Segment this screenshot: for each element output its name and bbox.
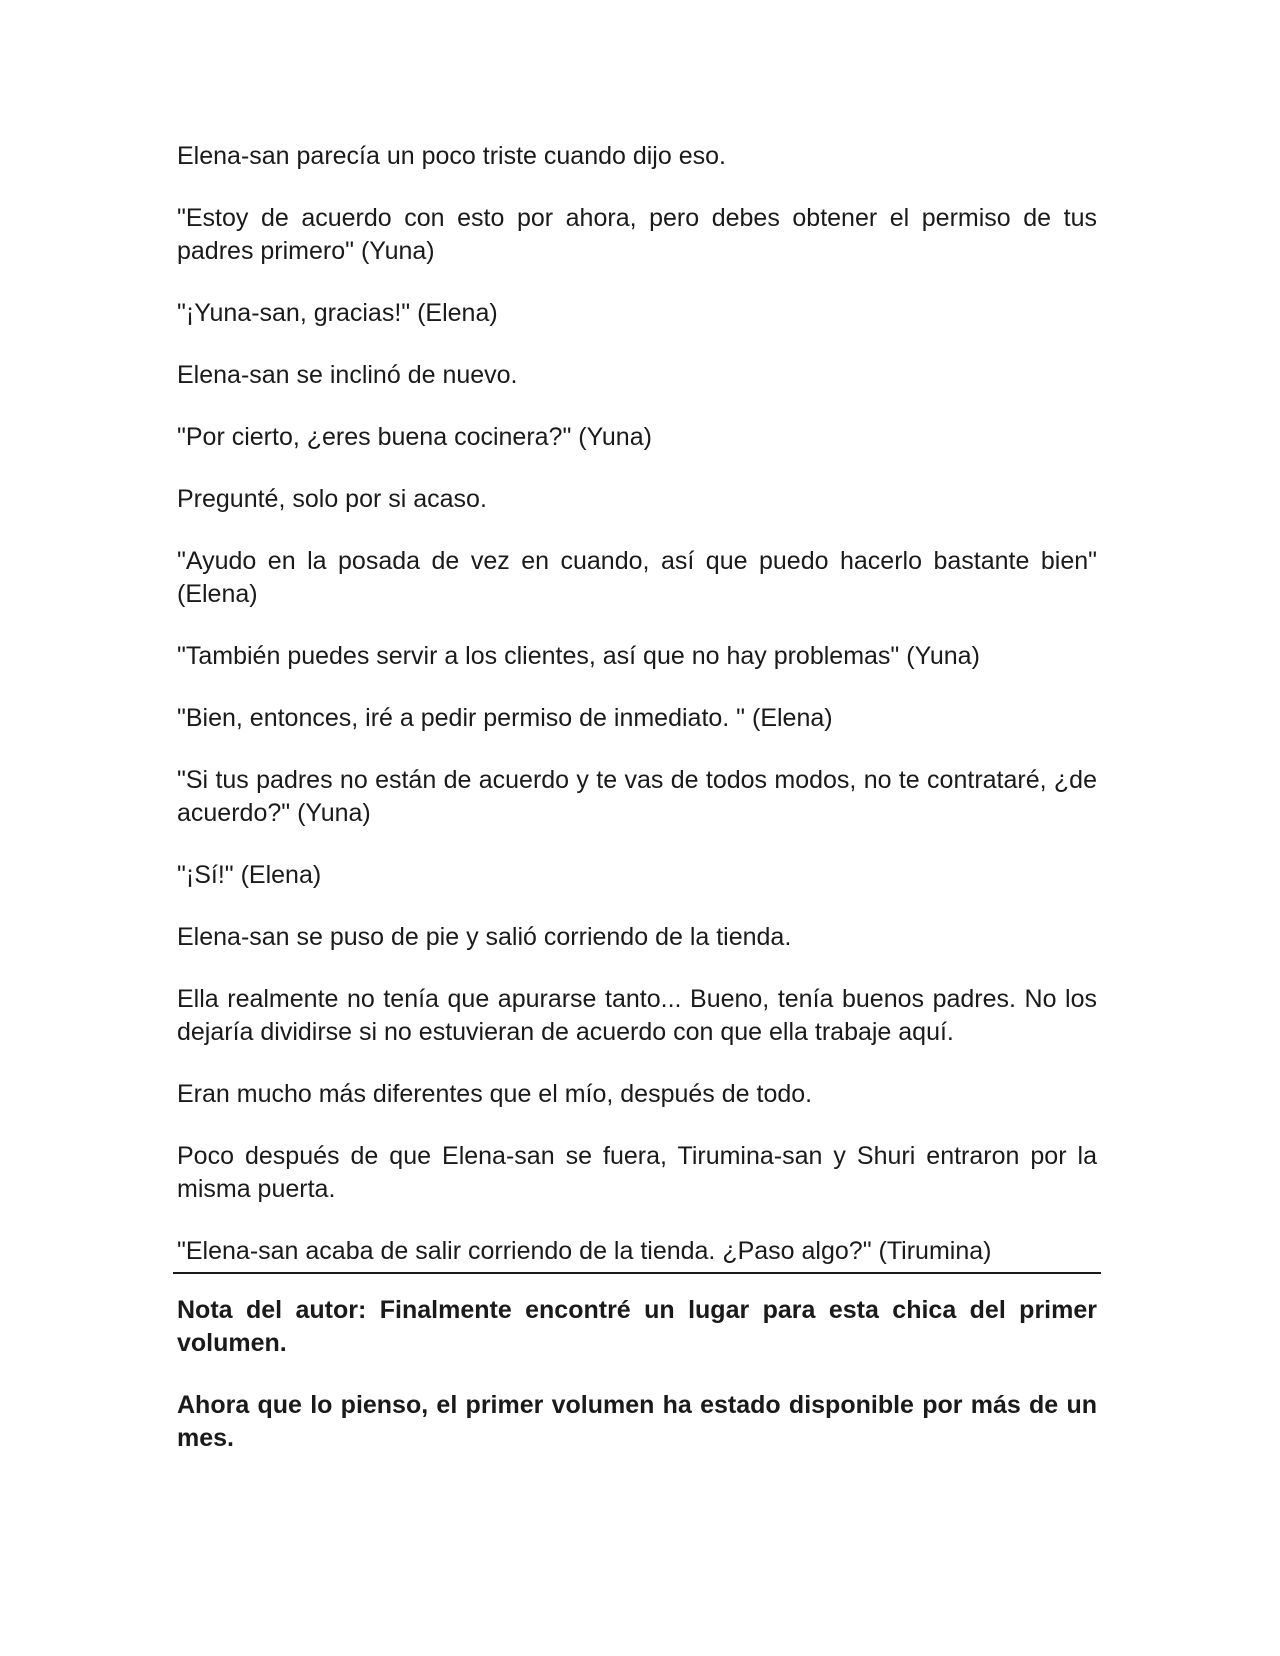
paragraph: Ella realmente no tenía que apurarse tanto... Bueno, tenía buenos padres. No los dejaría dividirse si no estuvieran de acuerdo con que ella trabaje aquí. <box>177 985 1097 1046</box>
author-note: Ahora que lo pienso, el primer volumen ha estado disponible por más de un mes. <box>177 1391 1097 1452</box>
horizontal-divider <box>173 1272 1101 1274</box>
paragraph: Elena-san se inclinó de nuevo. <box>177 361 518 389</box>
paragraph: "¡Sí!" (Elena) <box>177 861 322 889</box>
paragraph: "Estoy de acuerdo con esto por ahora, pero debes obtener el permiso de tus padres primero" (Yuna) <box>177 204 1097 265</box>
paragraph: Eran mucho más diferentes que el mío, después de todo. <box>177 1080 813 1108</box>
paragraph: "Por cierto, ¿eres buena cocinera?" (Yuna) <box>177 423 652 451</box>
paragraph: Poco después de que Elena-san se fuera, Tirumina-san y Shuri entraron por la misma puerta. <box>177 1142 1097 1203</box>
paragraph: "Elena-san acaba de salir corriendo de la tienda. ¿Paso algo?" (Tirumina) <box>177 1237 992 1265</box>
paragraph: Elena-san se puso de pie y salió corriendo de la tienda. <box>177 923 792 951</box>
paragraph: "¡Yuna-san, gracias!" (Elena) <box>177 299 498 327</box>
author-note: Nota del autor: Finalmente encontré un lugar para esta chica del primer volumen. <box>177 1296 1097 1357</box>
document-page <box>177 140 1097 1484</box>
paragraph: Pregunté, solo por si acaso. <box>177 485 487 513</box>
paragraph: "Ayudo en la posada de vez en cuando, así que puedo hacerlo bastante bien" (Elena) <box>177 547 1097 608</box>
paragraph: "También puedes servir a los clientes, así que no hay problemas" (Yuna) <box>177 642 980 670</box>
paragraph: Elena-san parecía un poco triste cuando dijo eso. <box>177 142 726 170</box>
paragraph: "Bien, entonces, iré a pedir permiso de inmediato. " (Elena) <box>177 704 833 732</box>
paragraph: "Si tus padres no están de acuerdo y te vas de todos modos, no te contrataré, ¿de acuerdo?" (Yuna) <box>177 766 1097 827</box>
